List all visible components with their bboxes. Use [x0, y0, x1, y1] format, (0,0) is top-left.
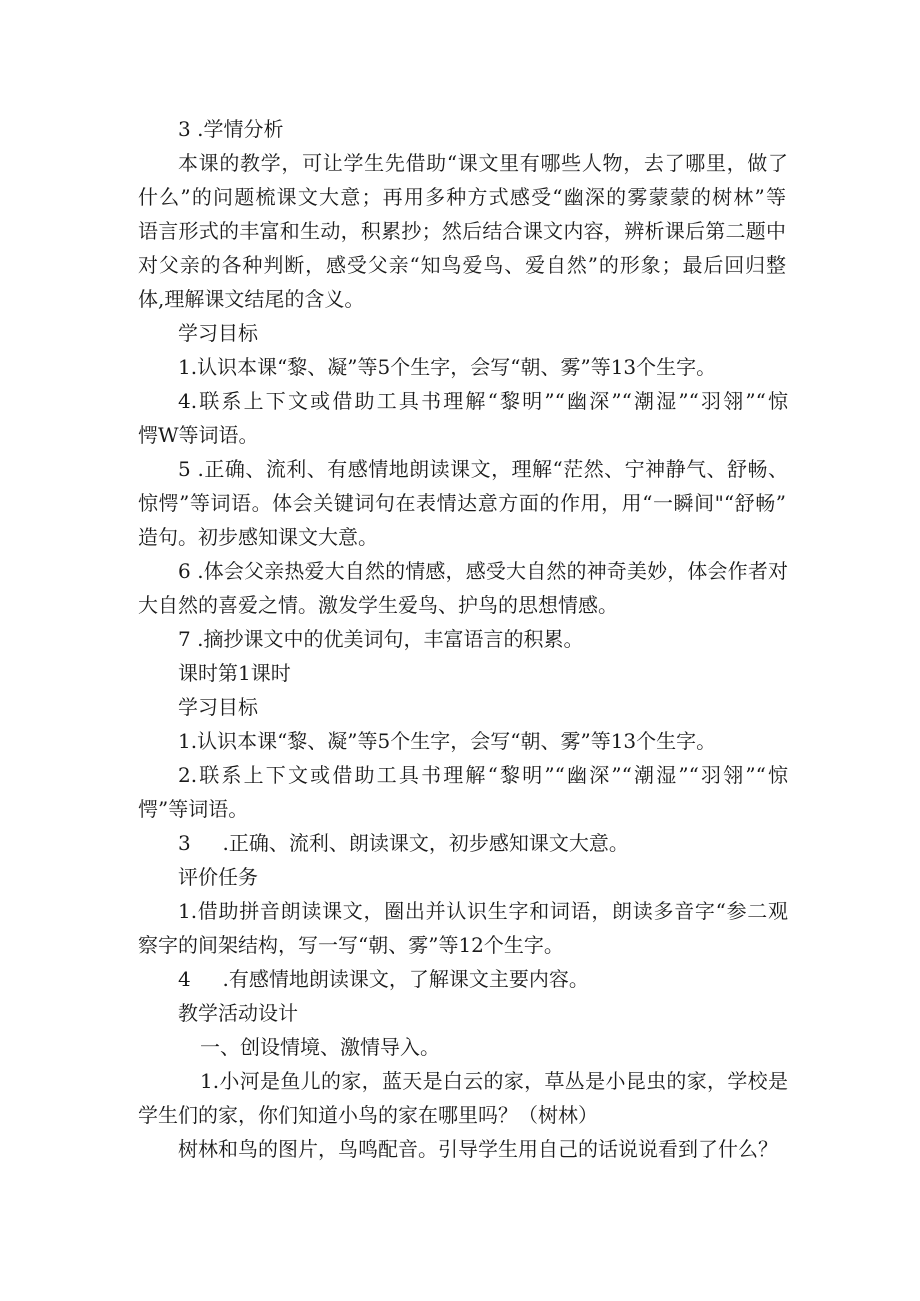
paragraph-line: 什么”的问题梳课文大意；再用多种方式感受“幽深的雾蒙蒙的树林”等 — [138, 185, 786, 209]
activity-heading: 一、创设情境、激情导入。 — [200, 1035, 440, 1059]
section-heading-evaluation-tasks: 评价任务 — [178, 865, 258, 889]
goal-item: 2.联系上下文或借助工具书理解“黎明”“幽深”“潮湿”“羽翎”“惊 — [178, 763, 788, 787]
goal-item-continuation: 惊愕”等词语。体会关键词句在表情达意方面的作用，用“一瞬间"“舒畅” — [138, 491, 786, 515]
paragraph-line: 对父亲的各种判断，感受父亲“知鸟爱鸟、爱自然”的形象；最后回归整 — [138, 253, 786, 277]
paragraph-line: 体,理解课文结尾的含义。 — [138, 287, 365, 311]
paragraph-line: 语言形式的丰富和生动，积累抄；然后结合课文内容，辨析课后第二题中 — [138, 219, 786, 243]
goal-item-continuation: 大自然的喜爱之情。激发学生爱鸟、护鸟的思想情感。 — [138, 593, 618, 617]
task-item: 1.借助拼音朗读课文，圈出并认识生字和词语，朗读多音字“参二观 — [178, 899, 788, 923]
section-heading-activity-design: 教学活动设计 — [178, 1001, 298, 1025]
activity-item: 1.小河是鱼儿的家，蓝天是白云的家，草丛是小昆虫的家，学校是 — [200, 1069, 788, 1093]
section-heading-learning-goals: 学习目标 — [178, 321, 258, 345]
goal-item-continuation: 愕W等词语。 — [138, 423, 259, 447]
section-heading-learning-analysis: 3 .学情分析 — [178, 117, 284, 141]
goal-item: 1.认识本课“黎、凝”等5个生字，会写“朝、雾”等13个生字。 — [178, 355, 717, 379]
goal-item: 4.联系上下文或借助工具书理解“黎明”“幽深”“潮湿”“羽翎”“惊 — [178, 389, 788, 413]
task-item: 4 .有感情地朗读课文，了解课文主要内容。 — [178, 967, 589, 991]
goal-item: 5 .正确、流利、有感情地朗读课文，理解“茫然、宁神静气、舒畅、 — [178, 457, 788, 481]
paragraph-line: 本课的教学，可让学生先借助“课文里有哪些人物，去了哪里，做了 — [178, 151, 788, 175]
section-heading-lesson: 课时第1课时 — [178, 661, 291, 685]
goal-item-continuation: 造句。初步感知课文大意。 — [138, 525, 378, 549]
goal-item-continuation: 愕”等词语。 — [138, 797, 249, 821]
activity-paragraph: 树林和鸟的图片，鸟鸣配音。引导学生用自己的话说说看到了什么？ — [178, 1137, 778, 1161]
goal-item: 6 .体会父亲热爱大自然的情感，感受大自然的神奇美妙，体会作者对 — [178, 559, 788, 583]
goal-item: 1.认识本课“黎、凝”等5个生字，会写“朝、雾”等13个生字。 — [178, 729, 717, 753]
section-heading-learning-goals: 学习目标 — [178, 695, 258, 719]
goal-item: 7 .摘抄课文中的优美词句，丰富语言的积累。 — [178, 627, 584, 651]
activity-item-continuation: 学生们的家，你们知道小鸟的家在哪里吗？（树林） — [138, 1103, 598, 1127]
goal-item: 3 .正确、流利、朗读课文，初步感知课文大意。 — [178, 831, 629, 855]
task-item-continuation: 察字的间架结构，写一写“朝、雾”等12个生字。 — [138, 933, 564, 957]
